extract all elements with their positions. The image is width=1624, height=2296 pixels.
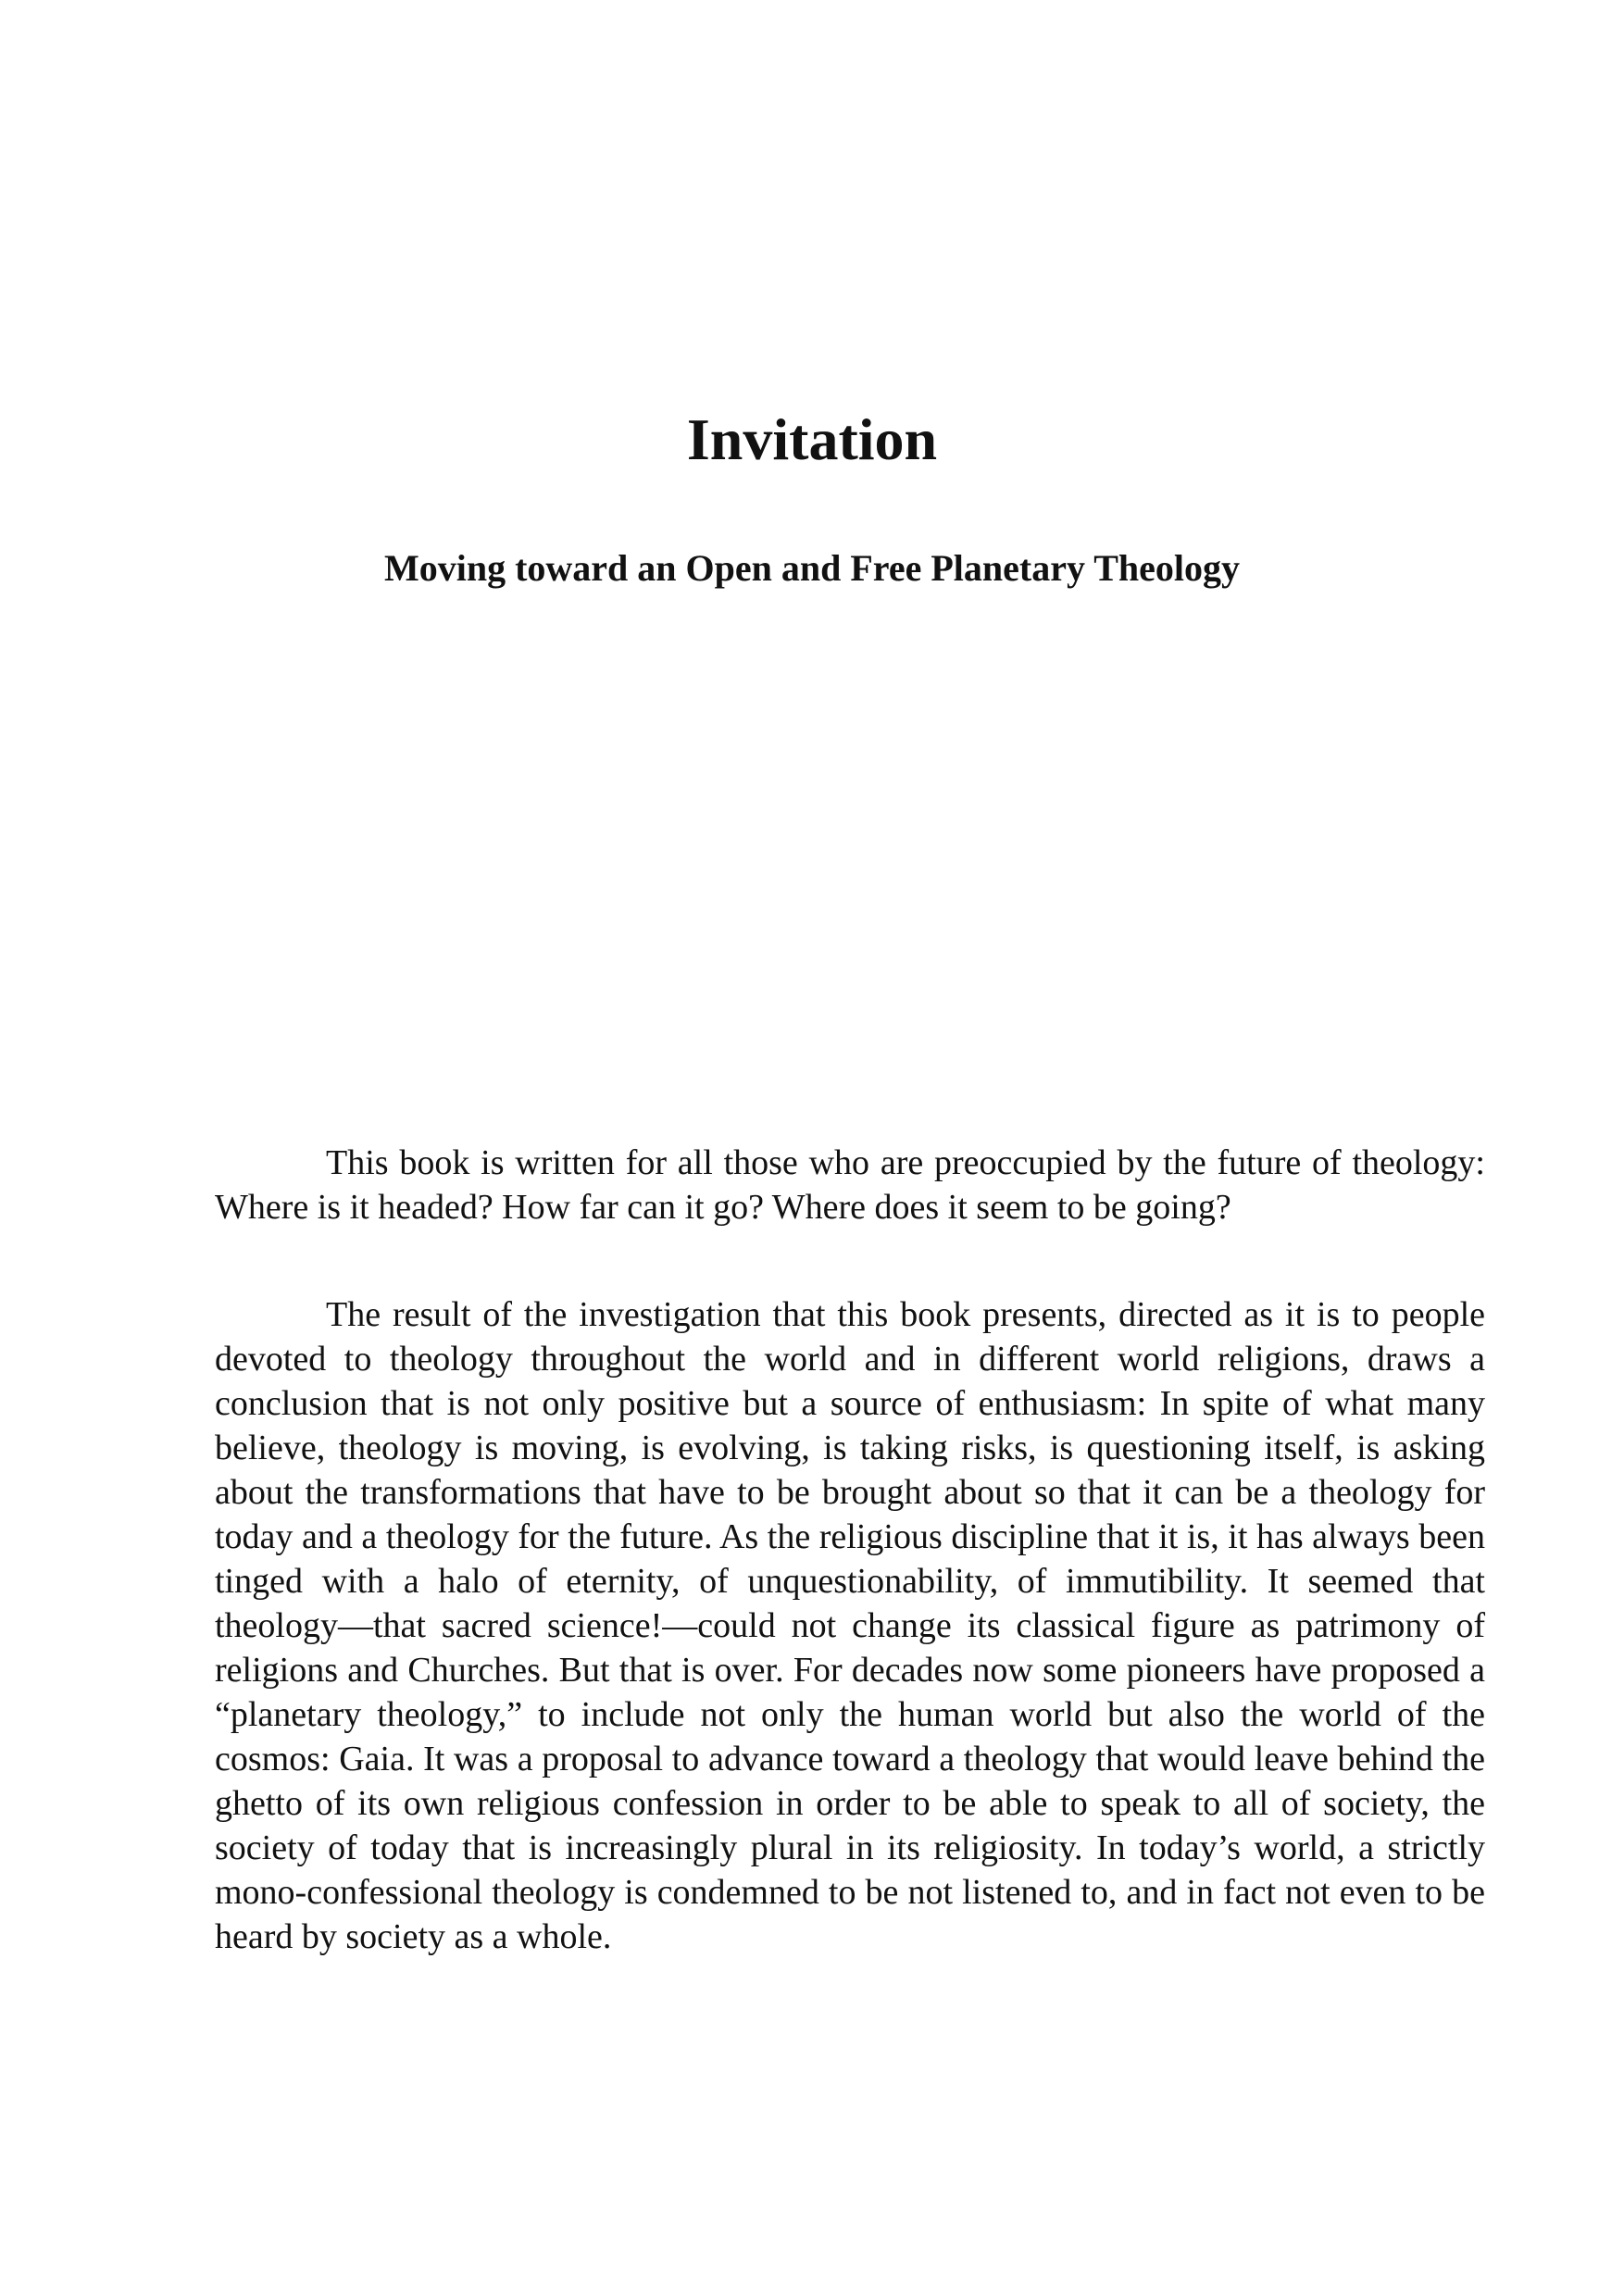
chapter-subtitle: Moving toward an Open and Free Planetary Theology — [383, 547, 1241, 589]
paragraph-investigation: The result of the investigation that this book presents, directed as it is to people devoted to theology throughout the world and in different world religions, draws a conclusion that is not only positive but a source of enthusiasm: In spite of what many believe, theology is moving, is evolving, is taking risks, is questioning itself, is asking about the transformations that have to be brought about so that it can be a theology for today and a theology for the future. As the religious discipline that it is, it has always been tinged with a halo of eternity, of unquestionability, of immutibility. It seemed that theology—that sacred science!—could not change its classical figure as patrimony of religions and Churches. But that is over. For decades now some pioneers have proposed a “planetary theology,” to include not only the human world but also the world of the cosmos: Gaia. It was a proposal to advance toward a theology that would leave behind the ghetto of its own religious confession in order to be able to speak to all of society, the society of today that is increasingly plural in its religiosity. In today’s world, a strictly mono-confessional theology is condemned to be not listened to, and in fact not even to be heard by society as a whole. — [215, 1295, 1485, 1956]
body-text — [215, 1141, 1485, 1959]
paragraph-intro: This book is written for all those who are preoccupied by the future of theology: Where is it headed? How far can it go? Where does it seem to be going? — [215, 1143, 1485, 1227]
chapter-title: Invitation — [686, 406, 938, 472]
